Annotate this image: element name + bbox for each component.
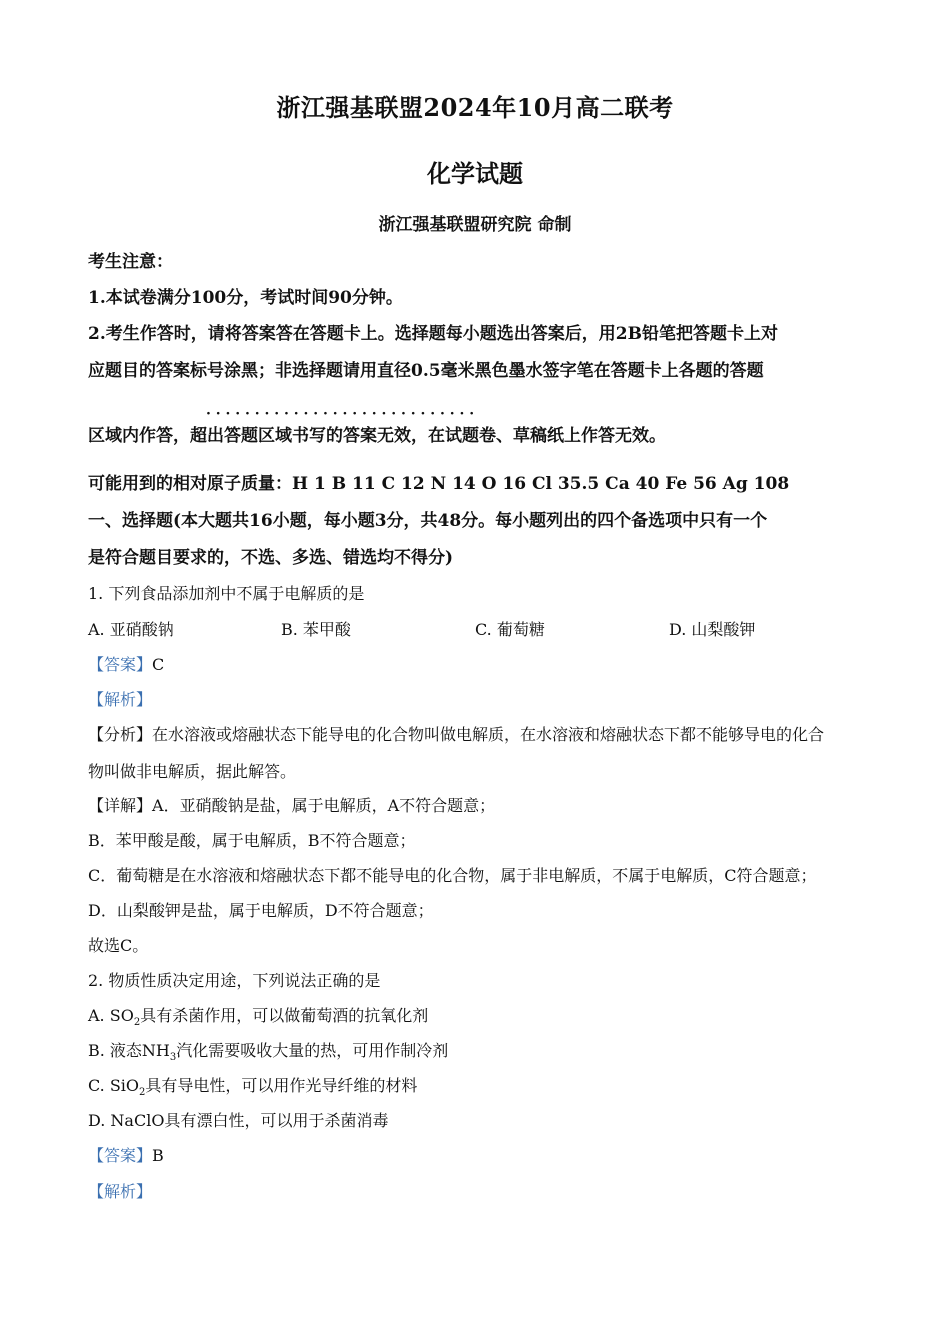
notice-item-2-line-1: 2.考生作答时，请将答案答在答题卡上。选择题每小题选出答案后，用2B铅笔把答题卡上对 <box>88 324 778 344</box>
q1-fenxi-line-2: 物叫做非电解质，据此解答。 <box>88 762 297 781</box>
author-line: 浙江强基联盟研究院 命制 <box>378 215 572 235</box>
answer-value: C <box>152 655 165 674</box>
opt-b-sub: 3 <box>169 1052 177 1064</box>
answer-value: B <box>152 1146 164 1165</box>
xiangjie-tag: 【详解】 <box>88 796 153 815</box>
q1-option-d: D. 山梨酸钾 <box>669 620 756 639</box>
q1-detail-d: D．山梨酸钾是盐，属于电解质，D不符合题意； <box>88 901 434 920</box>
opt-a-sub: 2 <box>133 1017 141 1029</box>
q1-fenxi-line-1 <box>88 722 878 745</box>
opt-a-pre: A. SO <box>88 1006 134 1025</box>
exam-title: 浙江强基联盟2024年10月高二联考 <box>276 93 674 122</box>
opt-a-post: 具有杀菌作用，可以做葡萄酒的抗氧化剂 <box>140 1006 429 1025</box>
q2-option-b <box>88 1038 878 1063</box>
notice-item-2-line-3: 区域内作答，超出答题区域书写的答案无效，在试题卷、草稿纸上作答无效。 <box>88 426 666 446</box>
q2-stem: 2. 物质性质决定用途，下列说法正确的是 <box>88 971 381 990</box>
opt-b-pre: B. 液态NH <box>88 1041 170 1060</box>
atomic-masses: 可能用到的相对原子质量：H 1 B 11 C 12 N 14 O 16 Cl 35.5 Ca 40 Fe 56 Ag 108 <box>88 474 790 494</box>
notice-heading: 考生注意： <box>88 252 173 272</box>
opt-b-post: 汽化需要吸收大量的热，可用作制冷剂 <box>176 1041 449 1060</box>
answer-tag: 【答案】 <box>88 1146 153 1165</box>
notice-item-1: 1.本试卷满分100分，考试时间90分钟。 <box>88 288 403 308</box>
q2-option-a <box>88 1003 878 1028</box>
opt-c-post: 具有导电性，可以用作光导纤维的材料 <box>145 1076 418 1095</box>
subject-title: 化学试题 <box>427 159 523 188</box>
q1-option-a: A. 亚硝酸钠 <box>88 620 174 639</box>
section-1-line-1: 一、选择题(本大题共16小题，每小题3分，共48分。每小题列出的四个备选项中只有一个 <box>88 511 768 531</box>
q2-answer <box>88 1143 878 1166</box>
q2-option-d: D. NaClO具有漂白性，可以用于杀菌消毒 <box>88 1111 389 1130</box>
q1-detail-a <box>88 793 878 816</box>
q1-answer <box>88 652 878 675</box>
fenxi-text: 在水溶液或熔融状态下能导电的化合物叫做电解质，在水溶液和熔融状态下都不能够导电的化合 <box>152 725 825 744</box>
notice-item-2-line-2: 应题目的答案标号涂黑；非选择题请用直径0.5毫米黑色墨水签字笔在答题卡上各题的答题 <box>88 361 764 381</box>
q1-option-b: B. 苯甲酸 <box>281 620 351 639</box>
answer-tag: 【答案】 <box>88 655 153 674</box>
q1-detail-b: B．苯甲酸是酸，属于电解质，B不符合题意； <box>88 831 416 850</box>
detail-a-text: A．亚硝酸钠是盐，属于电解质，A不符合题意； <box>152 796 496 815</box>
q1-conclusion: 故选C。 <box>88 936 149 955</box>
section-1-line-2: 是符合题目要求的，不选、多选、错选均不得分) <box>88 548 454 568</box>
opt-c-pre: C. SiO <box>88 1076 140 1095</box>
opt-c-sub: 2 <box>139 1087 146 1099</box>
q2-option-c <box>88 1073 878 1098</box>
q1-detail-c: C．葡萄糖是在水溶液和熔融状态下都不能导电的化合物，属于非电解质，不属于电解质，C符合题意； <box>88 866 817 885</box>
emphasis-dots: · · · · · · · · · · · · · · · · · · · · · · · · · · · · <box>206 406 475 422</box>
q2-analysis-tag: 【解析】 <box>88 1182 153 1201</box>
q1-analysis-tag: 【解析】 <box>88 690 153 709</box>
fenxi-tag: 【分析】 <box>88 725 153 744</box>
q1-option-c: C. 葡萄糖 <box>475 620 545 639</box>
q1-stem: 1. 下列食品添加剂中不属于电解质的是 <box>88 584 365 603</box>
